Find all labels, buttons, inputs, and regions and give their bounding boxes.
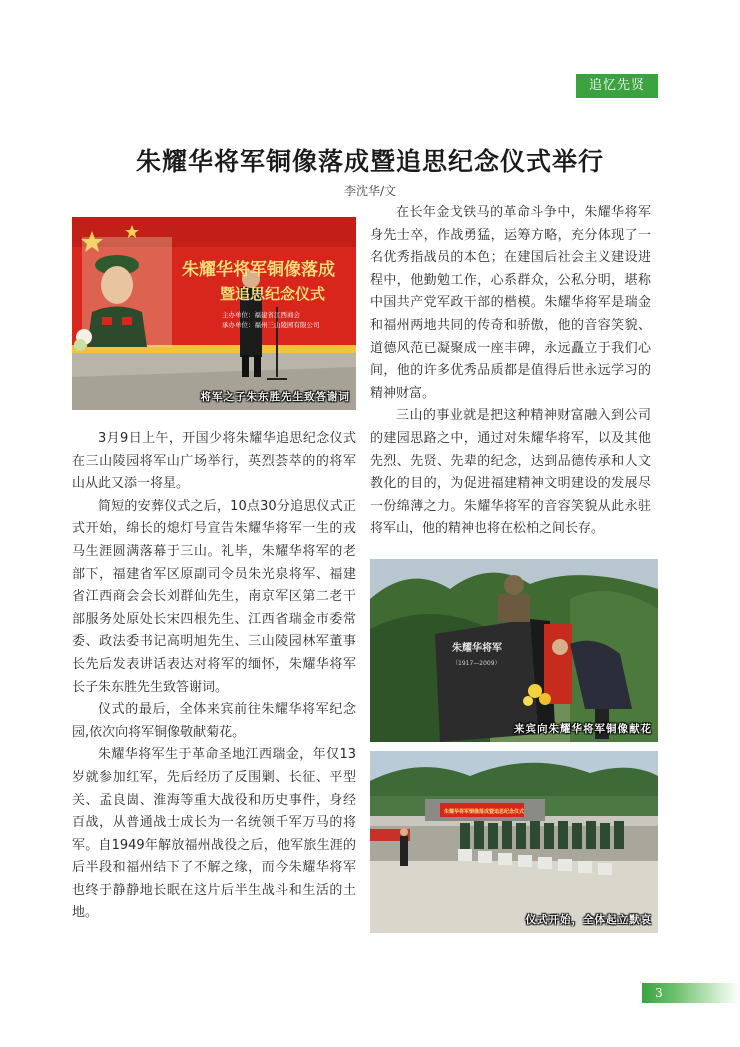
paragraph: 3月9日上午，开国少将朱耀华追思纪念仪式在三山陵园将军山广场举行，英烈荟萃的的将军山从此又添一将星。 — [72, 431, 356, 492]
photo-stone-years: （1917—2009） — [452, 660, 501, 667]
photo-banner-organizer: 承办单位：福州三山陵园有限公司 — [222, 321, 320, 329]
photo-banner-title: 朱耀华将军铜像落成 — [182, 260, 335, 280]
paragraph: 三山的事业就是把这种精神财富融入到公司的建园思路之中，通过对朱耀华将军，以及其他先烈、先贤、先辈的纪念，达到品德传承和人文教化的目的，为促进福建精神文明建设的发展尽一份绵薄之力。朱耀华将军的音容笑貌从此永驻将军山，他的精神也将在松柏之间长存。 — [370, 408, 651, 537]
paragraph: 简短的安葬仪式之后，10点30分追思仪式正式开始，绵长的熄灯号宣告朱耀华将军一生的戎马生涯圆满落幕于三山。礼毕，朱耀华将军的老部下，福建省军区原副司令员朱光泉将军、福建省江西商会会长刘群仙先生，南京军区第二老干部服务处原处长宋四根先生、江西省瑞金市委常委、政法委书记高明旭先生、三山陵园林军董事长先后发表讲话表达对将军的缅怀，朱耀华将军长子朱东胜先生致答谢词。 — [72, 498, 356, 695]
article-title: 朱耀华将军铜像落成暨追思纪念仪式举行 — [135, 147, 604, 176]
section-tag: 追忆先贤 — [576, 74, 658, 98]
paragraph: 仪式的最后，全体来宾前往朱耀华将军纪念园,依次向将军铜像敬献菊花。 — [72, 702, 356, 740]
article-column-left — [72, 428, 356, 925]
photo-flower-tribute-image — [370, 559, 658, 742]
photo-ceremony-image — [370, 751, 658, 933]
page-number: 3 — [655, 986, 663, 1000]
photo-banner-host: 主办单位：福建省江西商会 — [222, 311, 300, 319]
photo-stone-name: 朱耀华将军 — [452, 643, 502, 654]
photo-ceremony-caption: 仪式开始，全体起立默哀 — [525, 914, 652, 926]
photo-stage-title: 朱耀华将军铜像落成暨追思纪念仪式 — [444, 809, 525, 815]
article-author: 李沈华/文 — [343, 184, 397, 198]
paragraph: 朱耀华将军生于革命圣地江西瑞金，年仅13岁就参加红军，先后经历了反围剿、长征、平型关、孟良崮、淮海等重大战役和历史事件，身经百战，从普通战士成长为一名统领千军万马的将军。自1949年解放福州战役之后，他军旅生涯的后半段和福州结下了不解之缘，而今朱耀华将军也终于静静地长眠在这片后半生战斗和生活的土地。 — [72, 747, 356, 921]
photo-ceremony — [370, 751, 658, 933]
photo-speaker-caption: 将军之子朱东胜先生致答谢词 — [200, 391, 350, 403]
photo-flower-tribute-caption: 来宾向朱耀华将军铜像献花 — [514, 723, 652, 735]
photo-speaker — [72, 217, 356, 410]
paragraph: 在长年金戈铁马的革命斗争中，朱耀华将军身先士卒，作战勇猛，运筹方略，充分体现了一名优秀指战员的本色；在建国后社会主义建设进程中，他勤勉工作，心系群众，公私分明，堪称中国共产党军政干部的楷模。朱耀华将军是瑞金和福州两地共同的传奇和骄傲，他的音容笑貌、道德风范已凝聚成一座丰碑，永远矗立于我们心间，他的许多优秀品质都是值得后世永远学习的精神财富。 — [370, 205, 651, 401]
photo-speaker-image — [72, 217, 356, 410]
photo-flower-tribute — [370, 559, 658, 742]
photo-banner-subtitle: 暨追思纪念仪式 — [220, 285, 326, 303]
article-column-right — [370, 202, 651, 541]
